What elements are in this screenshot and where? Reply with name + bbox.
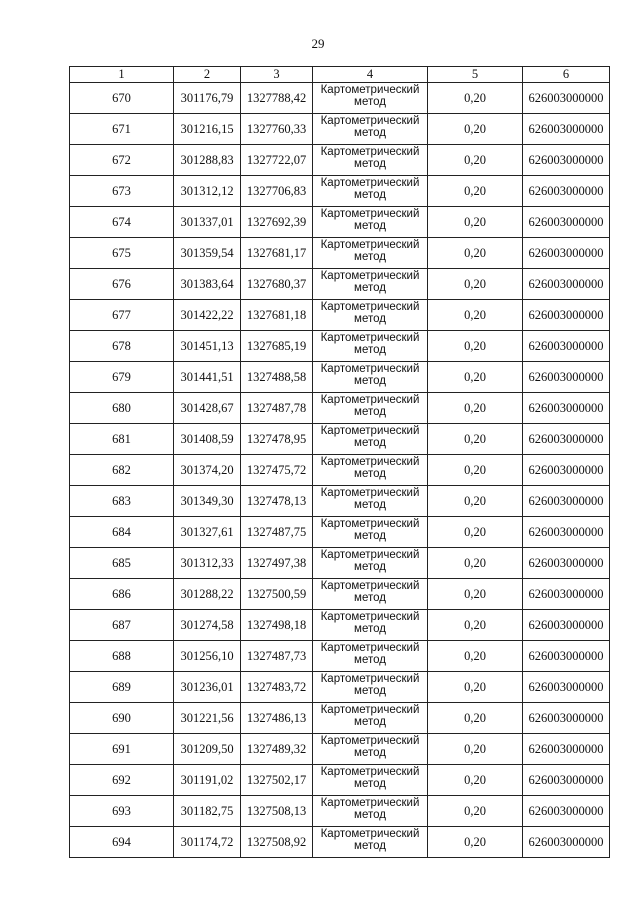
code-cell: 626003000000 (523, 176, 610, 207)
method-line-2: метод (354, 623, 386, 635)
table-row (70, 827, 610, 858)
table-row (70, 300, 610, 331)
accuracy-cell: 0,20 (428, 734, 523, 765)
x-coordinate-cell: 301422,22 (174, 300, 241, 331)
method-cell (313, 238, 428, 269)
method-cell (313, 765, 428, 796)
method-cell (313, 176, 428, 207)
y-coordinate-cell: 1327497,38 (241, 548, 313, 579)
x-coordinate-cell: 301209,50 (174, 734, 241, 765)
x-coordinate-cell: 301441,51 (174, 362, 241, 393)
y-coordinate-cell: 1327487,78 (241, 393, 313, 424)
method-line-2: метод (354, 654, 386, 666)
x-coordinate-cell: 301374,20 (174, 455, 241, 486)
x-coordinate-cell: 301312,33 (174, 548, 241, 579)
method-cell (313, 796, 428, 827)
method-line-2: метод (354, 437, 386, 449)
point-number-cell: 693 (70, 796, 174, 827)
accuracy-cell: 0,20 (428, 796, 523, 827)
accuracy-cell: 0,20 (428, 641, 523, 672)
point-number-cell: 679 (70, 362, 174, 393)
code-cell: 626003000000 (523, 703, 610, 734)
x-coordinate-cell: 301236,01 (174, 672, 241, 703)
table-row (70, 641, 610, 672)
x-coordinate-cell: 301288,22 (174, 579, 241, 610)
method-cell (313, 517, 428, 548)
method-line-1: Картометрический (320, 332, 420, 344)
code-cell: 626003000000 (523, 238, 610, 269)
code-cell: 626003000000 (523, 765, 610, 796)
code-cell: 626003000000 (523, 393, 610, 424)
point-number-cell: 681 (70, 424, 174, 455)
method-cell (313, 703, 428, 734)
accuracy-cell: 0,20 (428, 827, 523, 858)
code-cell: 626003000000 (523, 548, 610, 579)
x-coordinate-cell: 301349,30 (174, 486, 241, 517)
code-cell: 626003000000 (523, 610, 610, 641)
method-line-1: Картометрический (320, 456, 420, 468)
y-coordinate-cell: 1327508,92 (241, 827, 313, 858)
method-line-2: метод (354, 468, 386, 480)
x-coordinate-cell: 301182,75 (174, 796, 241, 827)
page-number: 29 (311, 36, 325, 51)
method-line-2: метод (354, 685, 386, 697)
method-line-1: Картометрический (320, 797, 420, 809)
method-line-1: Картометрический (320, 363, 420, 375)
method-line-2: метод (354, 189, 386, 201)
y-coordinate-cell: 1327788,42 (241, 83, 313, 114)
point-number-cell: 673 (70, 176, 174, 207)
method-cell (313, 83, 428, 114)
point-number-cell: 682 (70, 455, 174, 486)
y-coordinate-cell: 1327508,13 (241, 796, 313, 827)
code-cell: 626003000000 (523, 145, 610, 176)
method-line-1: Картометрический (320, 828, 420, 840)
point-number-cell: 685 (70, 548, 174, 579)
point-number-cell: 687 (70, 610, 174, 641)
method-line-2: метод (354, 747, 386, 759)
method-line-2: метод (354, 158, 386, 170)
y-coordinate-cell: 1327488,58 (241, 362, 313, 393)
method-cell (313, 610, 428, 641)
table-row (70, 579, 610, 610)
table-row (70, 734, 610, 765)
table-row (70, 610, 610, 641)
method-cell (313, 548, 428, 579)
header-col-2: 2 (174, 67, 241, 83)
method-line-2: метод (354, 530, 386, 542)
header-col-6: 6 (523, 67, 610, 83)
code-cell: 626003000000 (523, 579, 610, 610)
table-row (70, 362, 610, 393)
accuracy-cell: 0,20 (428, 331, 523, 362)
accuracy-cell: 0,20 (428, 548, 523, 579)
y-coordinate-cell: 1327680,37 (241, 269, 313, 300)
accuracy-cell: 0,20 (428, 517, 523, 548)
point-number-cell: 688 (70, 641, 174, 672)
method-line-2: метод (354, 251, 386, 263)
method-line-1: Картометрический (320, 239, 420, 251)
accuracy-cell: 0,20 (428, 362, 523, 393)
code-cell: 626003000000 (523, 486, 610, 517)
table-row (70, 672, 610, 703)
y-coordinate-cell: 1327760,33 (241, 114, 313, 145)
code-cell: 626003000000 (523, 734, 610, 765)
accuracy-cell: 0,20 (428, 269, 523, 300)
x-coordinate-cell: 301191,02 (174, 765, 241, 796)
y-coordinate-cell: 1327483,72 (241, 672, 313, 703)
code-cell: 626003000000 (523, 83, 610, 114)
code-cell: 626003000000 (523, 362, 610, 393)
point-number-cell: 674 (70, 207, 174, 238)
table-row (70, 765, 610, 796)
table-row (70, 145, 610, 176)
code-cell: 626003000000 (523, 455, 610, 486)
method-cell (313, 455, 428, 486)
point-number-cell: 676 (70, 269, 174, 300)
y-coordinate-cell: 1327487,73 (241, 641, 313, 672)
x-coordinate-cell: 301327,61 (174, 517, 241, 548)
point-number-cell: 684 (70, 517, 174, 548)
method-line-1: Картометрический (320, 115, 420, 127)
accuracy-cell: 0,20 (428, 176, 523, 207)
table-row (70, 796, 610, 827)
method-line-2: метод (354, 406, 386, 418)
accuracy-cell: 0,20 (428, 455, 523, 486)
point-number-cell: 671 (70, 114, 174, 145)
method-line-2: метод (354, 375, 386, 387)
x-coordinate-cell: 301256,10 (174, 641, 241, 672)
method-cell (313, 579, 428, 610)
method-cell (313, 424, 428, 455)
method-cell (313, 393, 428, 424)
method-line-1: Картометрический (320, 673, 420, 685)
method-line-1: Картометрический (320, 704, 420, 716)
table-row (70, 114, 610, 145)
table-row (70, 486, 610, 517)
x-coordinate-cell: 301383,64 (174, 269, 241, 300)
accuracy-cell: 0,20 (428, 300, 523, 331)
method-cell (313, 362, 428, 393)
point-number-cell: 690 (70, 703, 174, 734)
accuracy-cell: 0,20 (428, 145, 523, 176)
y-coordinate-cell: 1327475,72 (241, 455, 313, 486)
header-col-1: 1 (70, 67, 174, 83)
point-number-cell: 686 (70, 579, 174, 610)
method-line-2: метод (354, 313, 386, 325)
method-line-1: Картометрический (320, 394, 420, 406)
method-line-1: Картометрический (320, 177, 420, 189)
table-row (70, 455, 610, 486)
x-coordinate-cell: 301221,56 (174, 703, 241, 734)
point-number-cell: 678 (70, 331, 174, 362)
accuracy-cell: 0,20 (428, 393, 523, 424)
method-line-2: метод (354, 499, 386, 511)
y-coordinate-cell: 1327478,95 (241, 424, 313, 455)
code-cell: 626003000000 (523, 641, 610, 672)
table-row (70, 424, 610, 455)
table-row (70, 83, 610, 114)
method-line-2: метод (354, 127, 386, 139)
method-cell (313, 331, 428, 362)
point-number-cell: 689 (70, 672, 174, 703)
method-line-2: метод (354, 592, 386, 604)
table-row (70, 207, 610, 238)
accuracy-cell: 0,20 (428, 207, 523, 238)
method-line-1: Картометрический (320, 580, 420, 592)
method-line-2: метод (354, 344, 386, 356)
point-number-cell: 683 (70, 486, 174, 517)
point-number-cell: 691 (70, 734, 174, 765)
method-line-2: метод (354, 840, 386, 852)
code-cell: 626003000000 (523, 517, 610, 548)
method-cell (313, 114, 428, 145)
x-coordinate-cell: 301176,79 (174, 83, 241, 114)
code-cell: 626003000000 (523, 114, 610, 145)
table-row (70, 238, 610, 269)
table-row (70, 393, 610, 424)
point-number-cell: 670 (70, 83, 174, 114)
method-line-1: Картометрический (320, 425, 420, 437)
y-coordinate-cell: 1327487,75 (241, 517, 313, 548)
header-col-3: 3 (241, 67, 313, 83)
y-coordinate-cell: 1327692,39 (241, 207, 313, 238)
method-cell (313, 734, 428, 765)
x-coordinate-cell: 301451,13 (174, 331, 241, 362)
y-coordinate-cell: 1327498,18 (241, 610, 313, 641)
accuracy-cell: 0,20 (428, 83, 523, 114)
x-coordinate-cell: 301408,59 (174, 424, 241, 455)
y-coordinate-cell: 1327489,32 (241, 734, 313, 765)
method-line-1: Картометрический (320, 642, 420, 654)
point-number-cell: 692 (70, 765, 174, 796)
accuracy-cell: 0,20 (428, 486, 523, 517)
y-coordinate-cell: 1327500,59 (241, 579, 313, 610)
code-cell: 626003000000 (523, 827, 610, 858)
table-row (70, 703, 610, 734)
x-coordinate-cell: 301174,72 (174, 827, 241, 858)
method-line-2: метод (354, 716, 386, 728)
y-coordinate-cell: 1327685,19 (241, 331, 313, 362)
code-cell: 626003000000 (523, 207, 610, 238)
header-col-5: 5 (428, 67, 523, 83)
method-line-2: метод (354, 282, 386, 294)
code-cell: 626003000000 (523, 331, 610, 362)
method-line-1: Картометрический (320, 84, 420, 96)
method-line-1: Картометрический (320, 611, 420, 623)
code-cell: 626003000000 (523, 796, 610, 827)
coordinates-table (69, 66, 610, 858)
y-coordinate-cell: 1327681,18 (241, 300, 313, 331)
method-line-1: Картометрический (320, 766, 420, 778)
point-number-cell: 675 (70, 238, 174, 269)
method-line-2: метод (354, 778, 386, 790)
method-cell (313, 300, 428, 331)
accuracy-cell: 0,20 (428, 610, 523, 641)
x-coordinate-cell: 301274,58 (174, 610, 241, 641)
method-line-2: метод (354, 96, 386, 108)
method-cell (313, 207, 428, 238)
method-cell (313, 486, 428, 517)
method-line-1: Картометрический (320, 301, 420, 313)
header-col-4: 4 (313, 67, 428, 83)
accuracy-cell: 0,20 (428, 424, 523, 455)
accuracy-cell: 0,20 (428, 114, 523, 145)
method-line-1: Картометрический (320, 487, 420, 499)
y-coordinate-cell: 1327681,17 (241, 238, 313, 269)
table-row (70, 517, 610, 548)
table-row (70, 331, 610, 362)
accuracy-cell: 0,20 (428, 238, 523, 269)
table-row (70, 269, 610, 300)
accuracy-cell: 0,20 (428, 703, 523, 734)
method-line-1: Картометрический (320, 735, 420, 747)
y-coordinate-cell: 1327722,07 (241, 145, 313, 176)
header-row (70, 67, 610, 83)
point-number-cell: 694 (70, 827, 174, 858)
accuracy-cell: 0,20 (428, 765, 523, 796)
point-number-cell: 677 (70, 300, 174, 331)
x-coordinate-cell: 301359,54 (174, 238, 241, 269)
accuracy-cell: 0,20 (428, 579, 523, 610)
method-line-1: Картометрический (320, 549, 420, 561)
code-cell: 626003000000 (523, 672, 610, 703)
method-line-2: метод (354, 809, 386, 821)
point-number-cell: 672 (70, 145, 174, 176)
method-line-1: Картометрический (320, 208, 420, 220)
accuracy-cell: 0,20 (428, 672, 523, 703)
method-line-1: Картометрический (320, 146, 420, 158)
method-cell (313, 269, 428, 300)
x-coordinate-cell: 301337,01 (174, 207, 241, 238)
method-cell (313, 672, 428, 703)
code-cell: 626003000000 (523, 269, 610, 300)
table-row (70, 548, 610, 579)
y-coordinate-cell: 1327478,13 (241, 486, 313, 517)
table-row (70, 176, 610, 207)
code-cell: 626003000000 (523, 300, 610, 331)
x-coordinate-cell: 301288,83 (174, 145, 241, 176)
y-coordinate-cell: 1327502,17 (241, 765, 313, 796)
code-cell: 626003000000 (523, 424, 610, 455)
method-cell (313, 145, 428, 176)
x-coordinate-cell: 301216,15 (174, 114, 241, 145)
method-line-1: Картометрический (320, 270, 420, 282)
y-coordinate-cell: 1327486,13 (241, 703, 313, 734)
method-line-1: Картометрический (320, 518, 420, 530)
table-body (70, 83, 610, 858)
method-line-2: метод (354, 220, 386, 232)
y-coordinate-cell: 1327706,83 (241, 176, 313, 207)
method-line-2: метод (354, 561, 386, 573)
method-cell (313, 641, 428, 672)
x-coordinate-cell: 301428,67 (174, 393, 241, 424)
x-coordinate-cell: 301312,12 (174, 176, 241, 207)
point-number-cell: 680 (70, 393, 174, 424)
method-cell (313, 827, 428, 858)
